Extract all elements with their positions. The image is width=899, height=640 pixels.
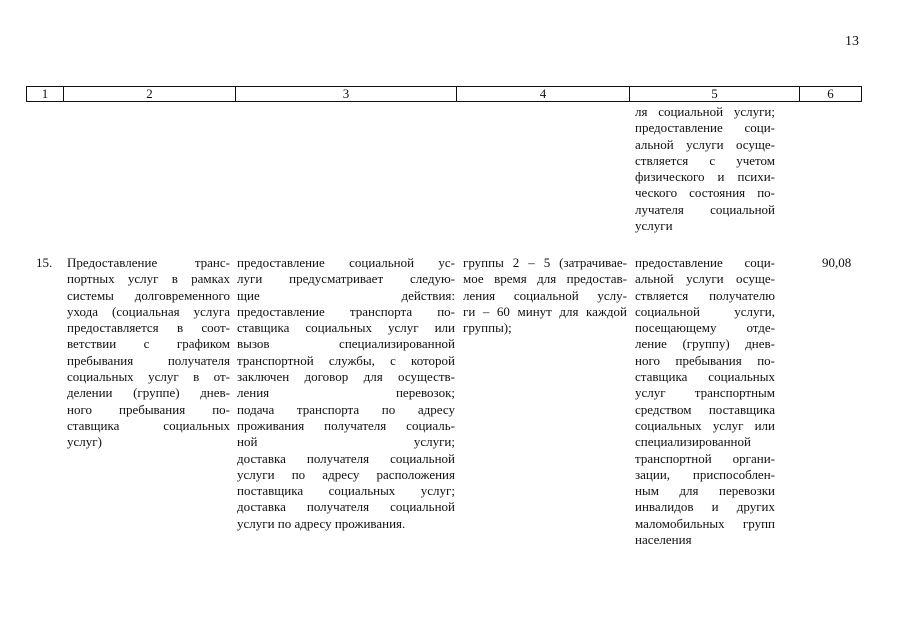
text-line: щие действия:	[237, 287, 455, 303]
text-line: ного пребывания по-	[635, 352, 775, 368]
text-line: услуги	[635, 218, 673, 234]
text-line: социальных услуг или	[635, 417, 775, 433]
text-line: доставка получателя социальной	[237, 499, 455, 515]
text-line: Предоставление транс-	[67, 255, 230, 270]
row-number: 15.	[36, 255, 53, 270]
text-line: альной услуги осуще-	[635, 136, 775, 152]
text-line: предоставление социальной ус-	[237, 255, 455, 270]
text-line: ля социальной услуги;	[635, 104, 775, 119]
text-line: заключен договор для осуществ-	[237, 369, 455, 385]
text-line: населения	[635, 532, 692, 548]
text-line: делении (группе) днев-	[67, 385, 230, 401]
text-line: ставщика социальных	[67, 417, 230, 433]
text-line: мое время для предостав-	[463, 271, 627, 287]
service-description-cell	[237, 255, 455, 532]
text-line: предоставление соци-	[635, 255, 775, 270]
text-line: системы долговременного	[67, 287, 230, 303]
text-line: предоставляется в соот-	[67, 320, 230, 336]
text-line: ление (группу) днев-	[635, 336, 775, 352]
text-line: социальной услуги,	[635, 303, 775, 319]
text-line: ствляется получателю	[635, 287, 775, 303]
text-line: услуги по адресу проживания.	[237, 515, 406, 531]
text-line: социальных услуг в от-	[67, 369, 230, 385]
text-line: проживания получателя социаль-	[237, 417, 455, 433]
text-line: доставка получателя социальной	[237, 450, 455, 466]
text-line: специализированной	[635, 434, 751, 450]
text-line: ставщика социальных услуг или	[237, 320, 455, 336]
text-line: ным для перевозки	[635, 483, 775, 499]
text-line: ного пребывания по-	[67, 401, 230, 417]
text-line: ухода (социальная услуга	[67, 303, 230, 319]
text-line: услуги по адресу расположения	[237, 466, 455, 482]
text-line: ветствии с графиком	[67, 336, 230, 352]
text-line: пребывания получателя	[67, 352, 230, 368]
text-line: услуг)	[67, 434, 102, 450]
text-line: транспортной службы, с которой	[237, 352, 455, 368]
column-header-6: 6	[827, 86, 834, 101]
text-line: луги предусматривает следую-	[237, 271, 455, 287]
service-name-cell	[67, 255, 230, 451]
text-line: лучателя социальной	[635, 201, 775, 217]
tariff-value: 90,08	[822, 255, 852, 270]
text-line: ления перевозок;	[237, 385, 455, 401]
text-line: ления социальной услу-	[463, 287, 627, 303]
column-header-3: 3	[236, 87, 457, 101]
column-header-2: 2	[64, 87, 236, 101]
text-line: ги – 60 минут для каждой	[463, 303, 627, 319]
text-line: услуг транспортным	[635, 385, 775, 401]
text-line: подача транспорта по адресу	[237, 401, 455, 417]
text-line: ной услуги;	[237, 434, 455, 450]
text-line: альной услуги осуще-	[635, 271, 775, 287]
text-line: группы);	[463, 320, 512, 336]
text-line: группы 2 – 5 (затрачивае-	[463, 255, 627, 270]
page-number: 13	[845, 34, 859, 49]
text-line: ставщика социальных	[635, 369, 775, 385]
text-line: ческого состояния по-	[635, 185, 775, 201]
continuation-column-5	[635, 104, 775, 234]
service-conditions-cell	[635, 255, 775, 548]
text-line: предоставление соци-	[635, 120, 775, 136]
text-line: посещающему отде-	[635, 320, 775, 336]
text-line: инвалидов и других	[635, 499, 775, 515]
text-line: зации, приспособлен-	[635, 466, 775, 482]
text-line: вызов специализированной	[237, 336, 455, 352]
column-header-4: 4	[457, 87, 630, 101]
text-line: физического и психи-	[635, 169, 775, 185]
service-time-cell	[463, 255, 627, 336]
text-line: ствляется с учетом	[635, 152, 775, 168]
text-line: маломобильных групп	[635, 515, 775, 531]
text-line: портных услуг в рамках	[67, 271, 230, 287]
text-line: предоставление транспорта по-	[237, 303, 455, 319]
column-header-1: 1	[27, 87, 64, 101]
table-header-row	[26, 86, 862, 102]
text-line: поставщика социальных услуг;	[237, 483, 455, 499]
column-header-5: 5	[630, 87, 800, 101]
text-line: транспортной органи-	[635, 450, 775, 466]
text-line: средством поставщика	[635, 401, 775, 417]
